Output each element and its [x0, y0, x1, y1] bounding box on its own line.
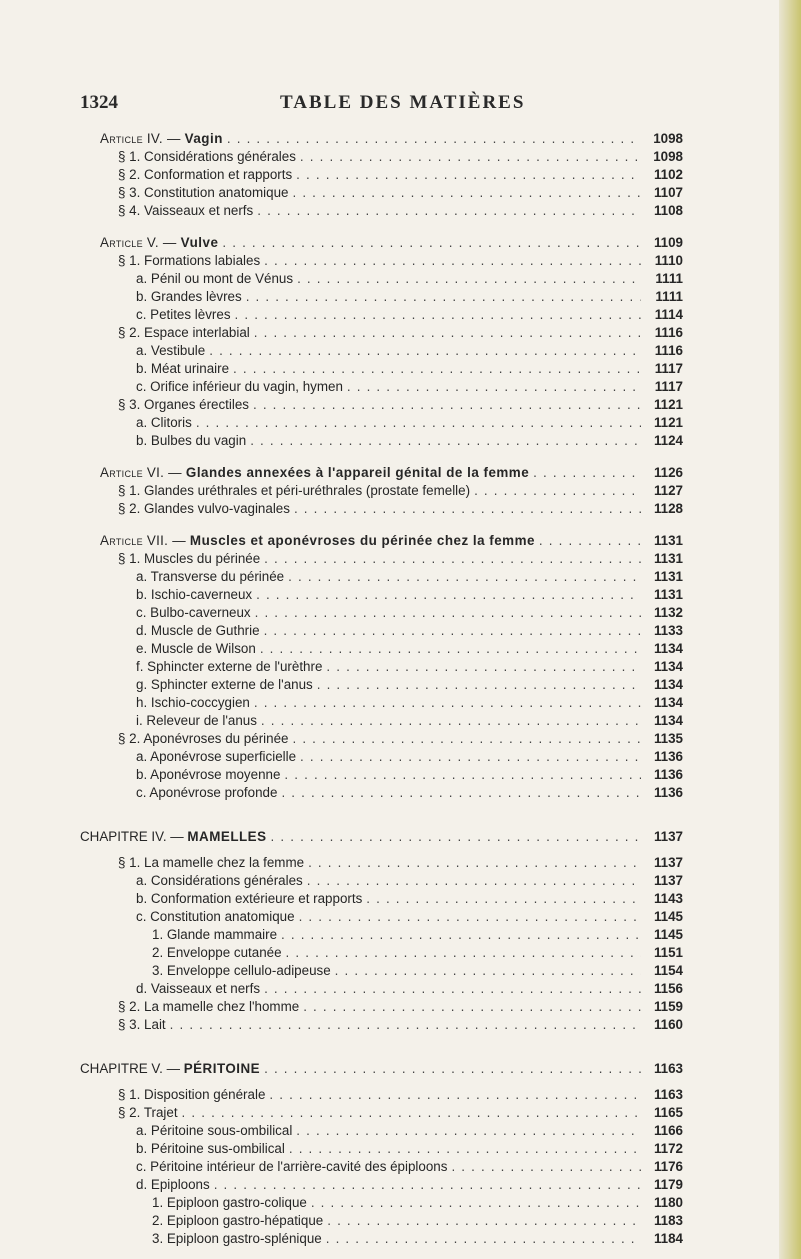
toc-entry [136, 1158, 683, 1176]
toc-entry [118, 166, 683, 184]
toc-page-number: 1134 [653, 641, 683, 656]
toc-entry [136, 872, 683, 890]
toc-entry [136, 1176, 683, 1194]
toc-page-number: 1166 [653, 1123, 683, 1138]
toc-entry-label [100, 464, 529, 482]
toc-heading [100, 234, 683, 252]
toc-page-number: 1108 [653, 203, 683, 218]
toc-entry-label: § 2. Trajet [118, 1105, 178, 1120]
dot-leader [311, 1194, 641, 1212]
dot-leader [289, 1140, 641, 1158]
toc-entry [136, 586, 683, 604]
toc-entry-label: 1. Epiploon gastro-colique [152, 1195, 307, 1210]
toc-page-number: 1131 [653, 569, 683, 584]
toc-heading [100, 130, 683, 148]
dot-leader [196, 414, 641, 432]
toc-entry [118, 252, 683, 270]
toc-heading-title: PÉRITOINE [183, 1061, 261, 1076]
dot-leader [209, 342, 641, 360]
dot-leader [250, 432, 641, 450]
toc-entry-label: § 3. Constitution anatomique [118, 185, 289, 200]
toc-page-number: 1111 [655, 271, 683, 286]
toc-page-number: 1111 [655, 289, 683, 304]
dot-leader [170, 1016, 641, 1034]
toc-entry [118, 550, 683, 568]
toc-entry-label: 3. Epiploon gastro-splénique [152, 1231, 322, 1246]
toc-entry [136, 1122, 683, 1140]
toc-entry-label: § 1. Glandes uréthrales et péri-uréthrales (prostate femelle) [118, 483, 471, 498]
dot-leader [254, 324, 641, 342]
toc-entry-label: h. Ischio-coccygien [136, 695, 250, 710]
toc-entry [136, 712, 683, 730]
toc-entry-label: c. Orifice inférieur du vagin, hymen [136, 379, 343, 394]
dot-leader [292, 730, 641, 748]
toc-entry [136, 766, 683, 784]
toc-entry-label: § 1. Muscles du périnée [118, 551, 261, 566]
toc-entry-label [100, 234, 218, 252]
toc-entry [136, 676, 683, 694]
dot-leader [317, 676, 641, 694]
toc-entry-label: c. Péritoine intérieur de l'arrière-cavité des épiploons [136, 1159, 448, 1174]
toc-page-number: 1124 [653, 433, 683, 448]
toc-page-number: 1137 [653, 873, 683, 888]
toc-page-number: 1159 [653, 999, 683, 1014]
toc-entry [136, 414, 683, 432]
toc-entry-label: c. Aponévrose profonde [136, 785, 278, 800]
toc-page-number: 1163 [653, 1061, 683, 1076]
toc-entry-label: 2. Enveloppe cutanée [152, 945, 282, 960]
toc-page-number: 1134 [653, 677, 683, 692]
dot-leader [307, 872, 641, 890]
dot-leader [269, 1086, 641, 1104]
dot-leader [300, 148, 641, 166]
toc-entry-label: a. Considérations générales [136, 873, 303, 888]
toc-heading [80, 828, 683, 846]
page-header [80, 92, 680, 118]
dot-leader [294, 500, 641, 518]
dot-leader [246, 288, 641, 306]
page-number: 1324 [80, 92, 118, 113]
toc-entry [136, 342, 683, 360]
toc-entry-label: § 3. Lait [118, 1017, 166, 1032]
toc-entry-label: b. Péritoine sus-ombilical [136, 1141, 285, 1156]
toc-heading-title: Glandes annexées à l'appareil génital de la femme [185, 465, 530, 480]
toc-entry [118, 184, 683, 202]
toc-entry [118, 854, 683, 872]
toc-page-number: 1116 [654, 343, 683, 358]
toc-entry-label: § 1. Considérations générales [118, 149, 296, 164]
toc-page-number: 1136 [653, 785, 683, 800]
toc-page-number: 1132 [653, 605, 683, 620]
toc-entry [136, 748, 683, 766]
dot-leader [254, 694, 641, 712]
toc-entry [136, 568, 683, 586]
toc-entry [118, 1016, 683, 1034]
dot-leader [257, 202, 641, 220]
toc-entry-label: a. Clitoris [136, 415, 192, 430]
toc-entry [136, 784, 683, 802]
dot-leader [539, 532, 641, 550]
toc-page-number: 1128 [653, 501, 683, 516]
toc-entry-label: c. Petites lèvres [136, 307, 231, 322]
toc-entry [136, 890, 683, 908]
page-edge-scan-shadow [779, 0, 801, 1259]
toc-entry-label: 1. Glande mammaire [152, 927, 278, 942]
toc-entry [118, 1086, 683, 1104]
dot-leader [366, 890, 641, 908]
toc-heading-prefix: CHAPITRE IV. — [80, 829, 188, 844]
toc-heading [100, 532, 683, 550]
toc-entry [136, 604, 683, 622]
toc-entry [118, 730, 683, 748]
toc-page-number: 1116 [654, 325, 683, 340]
toc-page-number: 1145 [653, 927, 683, 942]
toc-entry-label: a. Pénil ou mont de Vénus [136, 271, 294, 286]
toc-entry [136, 432, 683, 450]
dot-leader [296, 166, 641, 184]
running-title: TABLE DES MATIÈRES [280, 92, 526, 113]
toc-page-number: 1135 [653, 731, 683, 746]
toc-page-number: 1134 [653, 713, 683, 728]
toc-heading-title: Vulve [180, 235, 219, 250]
toc-entry [136, 908, 683, 926]
toc-page-number: 1134 [653, 659, 683, 674]
toc-page-number: 1184 [653, 1231, 683, 1246]
dot-leader [214, 1176, 641, 1194]
toc-entry-label: d. Epiploons [136, 1177, 210, 1192]
toc-entry [118, 500, 683, 518]
toc-entry-label: § 2. Espace interlabial [118, 325, 250, 340]
toc-heading-prefix: Article IV. — [100, 131, 185, 146]
toc-entry [152, 1194, 683, 1212]
toc-entry [136, 288, 683, 306]
toc-page-number: 1136 [653, 749, 683, 764]
dot-leader [474, 482, 641, 500]
dot-leader [292, 184, 641, 202]
dot-leader [256, 586, 641, 604]
dot-leader [281, 784, 641, 802]
toc-entry-label: b. Bulbes du vagin [136, 433, 247, 448]
toc-entry [136, 980, 683, 998]
toc-entry-label [100, 130, 223, 148]
toc-page-number: 1127 [653, 483, 683, 498]
dot-leader [451, 1158, 641, 1176]
toc-entry [152, 1230, 683, 1248]
toc-entry [136, 658, 683, 676]
toc-page-number: 1136 [653, 767, 683, 782]
toc-page-number: 1133 [653, 623, 683, 638]
dot-leader [255, 604, 641, 622]
toc-entry-label: § 1. Formations labiales [118, 253, 261, 268]
toc-entry [136, 378, 683, 396]
toc-heading-title: Vagin [184, 131, 223, 146]
toc-entry-label: § 3. Organes érectiles [118, 397, 249, 412]
toc-page-number: 1183 [653, 1213, 683, 1228]
toc-page-number: 1160 [653, 1017, 683, 1032]
toc-entry [136, 694, 683, 712]
toc-page-number: 1163 [653, 1087, 683, 1102]
toc-heading-prefix: CHAPITRE V. — [80, 1061, 184, 1076]
toc-page-number: 1131 [653, 533, 683, 548]
toc-page-number: 1126 [653, 465, 683, 480]
dot-leader [297, 270, 641, 288]
toc-entry [152, 962, 683, 980]
toc-entry-label: f. Sphincter externe de l'urèthre [136, 659, 323, 674]
toc-heading-prefix: Article VI. — [100, 465, 186, 480]
dot-leader [260, 640, 641, 658]
toc-entry-label: b. Méat urinaire [136, 361, 230, 376]
toc-entry-label: c. Constitution anatomique [136, 909, 295, 924]
toc-entry [118, 1104, 683, 1122]
dot-leader [227, 130, 641, 148]
toc-page-number: 1121 [653, 415, 683, 430]
dot-leader [253, 396, 641, 414]
dot-leader [533, 464, 641, 482]
toc-entry [118, 998, 683, 1016]
toc-page-number: 1131 [653, 551, 683, 566]
toc-entry-label: b. Grandes lèvres [136, 289, 242, 304]
toc-entry-label: a. Péritoine sous-ombilical [136, 1123, 293, 1138]
dot-leader [303, 998, 641, 1016]
toc-entry-label: c. Bulbo-caverneux [136, 605, 251, 620]
toc-page-number: 1165 [653, 1105, 683, 1120]
toc-entry-label: a. Vestibule [136, 343, 206, 358]
toc-entry [136, 270, 683, 288]
toc-entry [136, 640, 683, 658]
toc-entry-label: d. Vaisseaux et nerfs [136, 981, 261, 996]
toc-entry [118, 396, 683, 414]
dot-leader [300, 748, 641, 766]
toc-entry-label: a. Aponévrose superficielle [136, 749, 297, 764]
dot-leader [327, 1212, 641, 1230]
toc-heading-prefix: Article V. — [100, 235, 181, 250]
toc-page-number: 1180 [653, 1195, 683, 1210]
toc-page-number: 1151 [653, 945, 683, 960]
toc-heading [80, 1060, 683, 1078]
toc-page-number: 1110 [654, 253, 683, 268]
toc-page-number: 1117 [654, 361, 683, 376]
toc-heading-title: MAMELLES [187, 829, 267, 844]
toc-entry-label: i. Releveur de l'anus [136, 713, 257, 728]
toc-entry-label: § 2. Aponévroses du périnée [118, 731, 289, 746]
toc-entry [118, 324, 683, 342]
toc-entry [152, 1212, 683, 1230]
toc-entry-label: § 2. Conformation et rapports [118, 167, 293, 182]
dot-leader [299, 908, 641, 926]
toc-entry-label: e. Muscle de Wilson [136, 641, 256, 656]
toc-page-number: 1134 [653, 695, 683, 710]
dot-leader [271, 828, 641, 846]
toc-entry [118, 202, 683, 220]
toc-entry-label [80, 1060, 260, 1078]
toc-page-number: 1131 [653, 587, 683, 602]
toc-entry-label: § 2. La mamelle chez l'homme [118, 999, 300, 1014]
dot-leader [222, 234, 641, 252]
dot-leader [308, 854, 641, 872]
toc-page-number: 1154 [653, 963, 683, 978]
toc-entry-label: § 1. Disposition générale [118, 1087, 266, 1102]
toc-entry-label: § 2. Glandes vulvo-vaginales [118, 501, 290, 516]
dot-leader [261, 712, 641, 730]
dot-leader [326, 1230, 641, 1248]
toc-heading-prefix: Article VII. — [100, 533, 190, 548]
dot-leader [264, 1060, 641, 1078]
dot-leader [233, 360, 641, 378]
dot-leader [286, 944, 641, 962]
dot-leader [264, 980, 641, 998]
dot-leader [264, 252, 641, 270]
dot-leader [296, 1122, 641, 1140]
toc-entry [118, 482, 683, 500]
toc-entry [152, 944, 683, 962]
toc-page-number: 1137 [653, 829, 683, 844]
dot-leader [284, 766, 641, 784]
toc-entry-label: 3. Enveloppe cellulo-adipeuse [152, 963, 331, 978]
toc-page-number: 1143 [653, 891, 683, 906]
toc-entry [136, 622, 683, 640]
toc-entry-label: 2. Epiploon gastro-hépatique [152, 1213, 324, 1228]
toc-page-number: 1172 [653, 1141, 683, 1156]
toc-page-number: 1098 [653, 131, 683, 146]
dot-leader [326, 658, 641, 676]
toc-entry-label [80, 828, 267, 846]
toc-entry-label: b. Conformation extérieure et rapports [136, 891, 363, 906]
toc-page-number: 1107 [653, 185, 683, 200]
dot-leader [347, 378, 641, 396]
toc-entry-label [100, 532, 535, 550]
toc-entry-label: b. Ischio-caverneux [136, 587, 253, 602]
toc-entry-label: b. Aponévrose moyenne [136, 767, 281, 782]
dot-leader [281, 926, 641, 944]
toc-heading-title: Muscles et aponévroses du périnée chez la femme [189, 533, 535, 548]
toc-page-number: 1114 [654, 307, 683, 322]
toc-entry-label: a. Transverse du périnée [136, 569, 285, 584]
toc-entry [136, 1140, 683, 1158]
dot-leader [335, 962, 641, 980]
toc-page-number: 1179 [653, 1177, 683, 1192]
toc-entry [152, 926, 683, 944]
toc-page-number: 1121 [653, 397, 683, 412]
toc-page-number: 1176 [653, 1159, 683, 1174]
toc-entry-label: g. Sphincter externe de l'anus [136, 677, 313, 692]
toc-entry [136, 306, 683, 324]
dot-leader [235, 306, 641, 324]
toc-entry-label: d. Muscle de Guthrie [136, 623, 260, 638]
toc-page-number: 1156 [653, 981, 683, 996]
toc-entry [118, 148, 683, 166]
dot-leader [264, 622, 641, 640]
toc-page-number: 1117 [654, 379, 683, 394]
dot-leader [182, 1104, 641, 1122]
toc-heading [100, 464, 683, 482]
dot-leader [264, 550, 641, 568]
toc-entry-label: § 1. La mamelle chez la femme [118, 855, 305, 870]
toc-entry-label: § 4. Vaisseaux et nerfs [118, 203, 254, 218]
toc-page-number: 1145 [653, 909, 683, 924]
toc-page-number: 1102 [653, 167, 683, 182]
toc-page-number: 1109 [653, 235, 683, 250]
toc-entry [136, 360, 683, 378]
toc-page-number: 1098 [653, 149, 683, 164]
dot-leader [288, 568, 641, 586]
toc-page-number: 1137 [653, 855, 683, 870]
